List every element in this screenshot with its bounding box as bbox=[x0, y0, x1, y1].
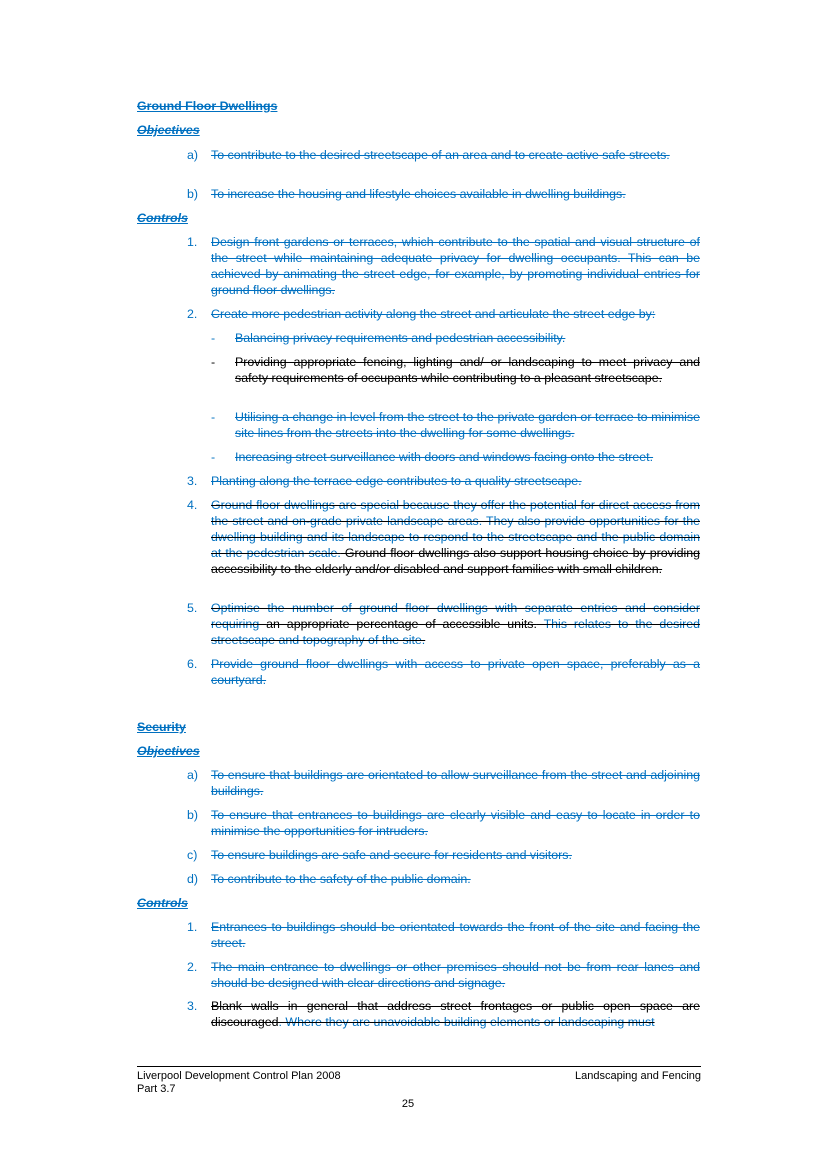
footer-document-title: Liverpool Development Control Plan 2008 bbox=[137, 1070, 341, 1082]
control-item bbox=[187, 600, 700, 648]
footer-divider bbox=[137, 1066, 701, 1067]
control-item bbox=[187, 656, 700, 688]
list-marker: b) bbox=[187, 187, 199, 201]
list-marker: c) bbox=[187, 848, 198, 862]
bullet-marker: - bbox=[211, 450, 216, 464]
objective-text: To ensure that buildings are orientated to allow surveillance from the street and adjoining buildings. bbox=[211, 768, 700, 798]
objective-item bbox=[187, 847, 700, 863]
list-marker: d) bbox=[187, 872, 199, 886]
bullet-text: Balancing privacy requirements and pedestrian accessibility. bbox=[235, 331, 566, 345]
control-item bbox=[187, 306, 700, 322]
control-text: Blank walls in general that address street frontages or public open space are discouraged bbox=[211, 999, 700, 1029]
list-marker: 4. bbox=[187, 498, 198, 512]
list-marker: 2. bbox=[187, 307, 198, 321]
list-marker: a) bbox=[187, 768, 199, 782]
bullet-text: Increasing street surveillance with doors and windows facing onto the street. bbox=[235, 450, 654, 464]
list-marker: 3. bbox=[187, 999, 198, 1013]
objective-text: To ensure buildings are safe and secure for residents and visitors. bbox=[211, 848, 572, 862]
control-item bbox=[187, 473, 700, 489]
control-text-tracked: . Where they are unavoidable building elements or landscaping must bbox=[278, 1015, 655, 1029]
bullet-marker: - bbox=[211, 355, 216, 369]
list-marker: 5. bbox=[187, 601, 198, 615]
section-title-ground-floor-dwellings: Ground Floor Dwellings bbox=[137, 99, 278, 113]
objective-item bbox=[187, 147, 700, 163]
control-text-tracked: This relates to the desired streetscape and topography of the site. bbox=[211, 617, 701, 647]
control-text: an appropriate percentage of accessible units. bbox=[266, 617, 537, 631]
objective-item bbox=[187, 186, 700, 202]
list-marker: 3. bbox=[187, 474, 198, 488]
list-marker: 1. bbox=[187, 235, 198, 249]
control-text: Entrances to buildings should be orientated towards the front of the site and facing the street. bbox=[211, 920, 700, 950]
control-text-tracked: Optimise the number of ground floor dwellings with separate entries and consider requiring bbox=[211, 601, 700, 631]
bullet-marker: - bbox=[211, 410, 216, 424]
control-item bbox=[187, 497, 700, 577]
list-marker: b) bbox=[187, 808, 199, 822]
list-marker: 6. bbox=[187, 657, 198, 671]
bullet-item bbox=[211, 330, 700, 346]
footer-part: Part 3.7 bbox=[137, 1083, 176, 1095]
objective-item bbox=[187, 807, 700, 839]
objective-text: To increase the housing and lifestyle choices available in dwelling buildings. bbox=[211, 187, 626, 201]
control-text: Planting along the terrace edge contributes to a quality streetscape. bbox=[211, 474, 582, 488]
control-text: Provide ground floor dwellings with access to private open space, preferably as a courtyard. bbox=[211, 657, 700, 687]
controls-heading: Controls bbox=[137, 896, 188, 910]
bullet-text: Utilising a change in level from the street to the private garden or terrace to minimise site lines from the streets into the dwelling for some dwellings. bbox=[235, 410, 700, 440]
control-item bbox=[187, 234, 700, 298]
control-text: The main entrance to dwellings or other premises should not be from rear lanes and should be designed with clear directions and signage. bbox=[211, 960, 700, 990]
objective-item bbox=[187, 871, 700, 887]
controls-heading: Controls bbox=[137, 211, 188, 225]
control-item bbox=[187, 919, 700, 951]
control-item bbox=[187, 998, 700, 1030]
section-title-security: Security bbox=[137, 720, 186, 734]
objective-item bbox=[187, 767, 700, 799]
footer-section-title: Landscaping and Fencing bbox=[575, 1070, 701, 1082]
control-text: Ground floor dwellings also support housing choice by providing accessibility to the elderly and/or disabled and support families with small children. bbox=[211, 546, 701, 576]
bullet-item bbox=[211, 409, 700, 441]
list-marker: 1. bbox=[187, 920, 198, 934]
objective-text: To ensure that entrances to buildings are clearly visible and easy to locate in order to minimise the opportunities for intruders. bbox=[211, 808, 700, 838]
objective-text: To contribute to the safety of the public domain. bbox=[211, 872, 471, 886]
control-text: Create more pedestrian activity along the street and articulate the street edge by: bbox=[211, 307, 656, 321]
bullet-text: Providing appropriate fencing, lighting and/ or landscaping to meet privacy and safety requirements of occupants while contributing to a pleasant streetscape. bbox=[235, 355, 700, 385]
control-item bbox=[187, 959, 700, 991]
footer-left bbox=[137, 1070, 341, 1096]
list-marker: a) bbox=[187, 148, 199, 162]
control-text: Design front gardens or terraces, which contribute to the spatial and visual structure of the street while maintaining adequate privacy for dwelling occupants. This can be achieved by animating the street edge, for example, by promoting individual entries for ground floor dwellings. bbox=[211, 235, 700, 297]
bullet-marker: - bbox=[211, 331, 216, 345]
objectives-heading: Objectives bbox=[137, 123, 200, 137]
list-marker: 2. bbox=[187, 960, 198, 974]
bullet-item bbox=[211, 354, 700, 386]
objectives-heading: Objectives bbox=[137, 744, 200, 758]
control-text-tracked: Ground floor dwellings are special because they offer the potential for direct access from the street and on-grade private landscape areas. They also provide opportunities for the dwelling building and its landscape to respond to the streetscape and the public domain at the pedestrian scale. bbox=[211, 498, 700, 560]
bullet-item bbox=[211, 449, 700, 465]
page-number: 25 bbox=[401, 1098, 415, 1110]
objective-text: To contribute to the desired streetscape of an area and to create active safe streets. bbox=[211, 148, 670, 162]
